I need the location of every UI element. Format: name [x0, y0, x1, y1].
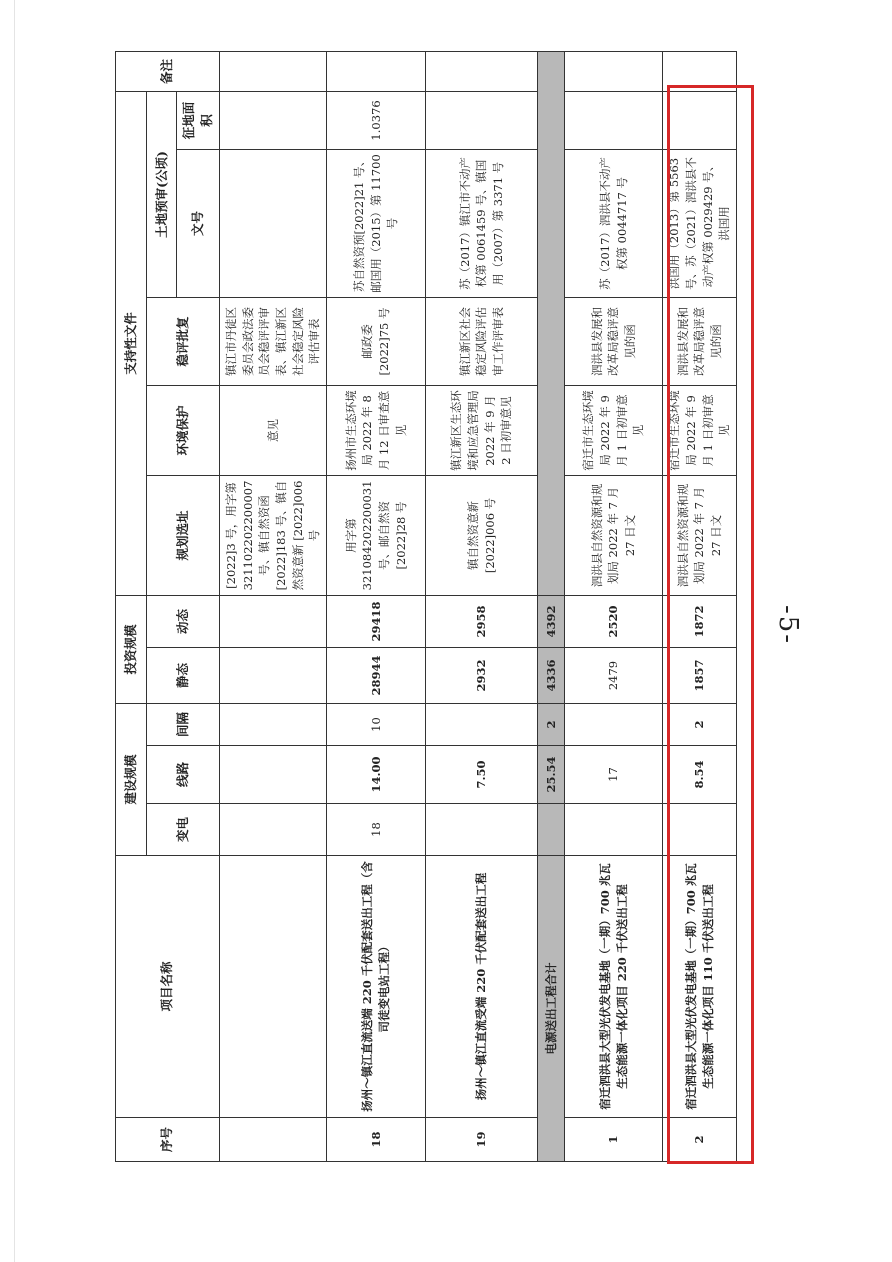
header-bay: 间隔	[146, 704, 219, 746]
cell-substation	[565, 804, 663, 856]
cell-static: 2479	[565, 648, 663, 704]
cell-dynamic: 29418	[327, 595, 425, 647]
table-row	[425, 51, 538, 1161]
cell-planning: 泗洪县自然资源和规划局 2022 年 7 月 27 日文	[663, 475, 737, 595]
cell-name	[219, 856, 327, 1118]
cell-land-doc	[219, 149, 327, 297]
cell-bay	[425, 704, 538, 746]
cell-seq	[219, 1118, 327, 1162]
cell-remarks	[327, 51, 425, 91]
header-doc-no: 文号	[177, 149, 219, 297]
subtotal-line: 25.54	[538, 746, 565, 804]
cell-land-area	[219, 91, 327, 149]
cell-env: 扬州市生态环境局 2022 年 8 月 12 日审查意见	[327, 385, 425, 475]
page-number: -5-	[773, 604, 804, 646]
cell-stability: 镇江市丹徒区委员会政法委员会稳评评审表、镇江新区社会稳定风险评估审表	[219, 297, 327, 385]
cell-dynamic	[219, 595, 327, 647]
cell-remarks	[565, 51, 663, 91]
cell-bay: 2	[663, 704, 737, 746]
cell-bay: 10	[327, 704, 425, 746]
cell-bay	[219, 704, 327, 746]
subtotal-row	[538, 51, 565, 1161]
cell-env: 宿迁市生态环境局 2022 年 9 月 1 日初审意见	[565, 385, 663, 475]
subtotal-blank	[538, 51, 565, 595]
subtotal-substation	[538, 804, 565, 856]
header-remarks: 备注	[116, 51, 220, 91]
cell-static: 28944	[327, 648, 425, 704]
cell-name: 宿迁泗洪县大型光伏发电基地（一期）700 兆瓦生态能源一体化项目 110 千伏送出工程	[663, 856, 737, 1118]
cell-seq: 19	[425, 1118, 538, 1162]
cell-stability: 泗洪县发展和改革局稳评意见的函	[565, 297, 663, 385]
header-planning-site: 规划选址	[146, 475, 219, 595]
cell-line: 14.00	[327, 746, 425, 804]
cell-remarks	[425, 51, 538, 91]
table-row	[219, 51, 327, 1161]
scan-edge	[14, 0, 15, 1262]
cell-planning: 镇自然资意新 [2022]006 号	[425, 475, 538, 595]
header-env-protection: 环境保护	[146, 385, 219, 475]
cell-substation: 18	[327, 804, 425, 856]
cell-dynamic: 2520	[565, 595, 663, 647]
cell-remarks	[219, 51, 327, 91]
cell-name: 宿迁泗洪县大型光伏发电基地（一期）700 兆瓦生态能源一体化项目 220 千伏送出工程	[565, 856, 663, 1118]
header-construction-scale: 建设规模	[116, 704, 147, 856]
header-project-name: 项目名称	[116, 856, 220, 1118]
cell-land-area: 1.0376	[327, 91, 425, 149]
rotated-table-wrapper	[115, 58, 737, 1162]
header-land-prereview: 土地预审(公顷)	[146, 91, 177, 297]
highlight-box	[667, 85, 754, 1164]
cell-dynamic: 2958	[425, 595, 538, 647]
cell-substation	[425, 804, 538, 856]
header-support-docs: 支持性文件	[116, 91, 147, 595]
cell-stability: 邮政委 [2022]75 号	[327, 297, 425, 385]
table-row	[565, 51, 663, 1161]
cell-land-doc: 洪国用（2013）第 5563 号、苏（2021）泗洪县不动产权第 0029429 号、洪国用	[663, 149, 737, 297]
header-land-area: 征地面积	[177, 91, 219, 149]
cell-name: 扬州～镇江直流受端 220 千伏配套送出工程	[425, 856, 538, 1118]
cell-bay	[565, 704, 663, 746]
cell-env: 意见	[219, 385, 327, 475]
cell-planning: 泗洪县自然资源和规划局 2022 年 7 月 27 日文	[565, 475, 663, 595]
subtotal-dynamic: 4392	[538, 595, 565, 647]
cell-seq: 18	[327, 1118, 425, 1162]
project-table	[115, 51, 737, 1162]
header-substation: 变电	[146, 804, 219, 856]
header-row-1	[116, 51, 147, 1161]
header-stability-review: 稳评批复	[146, 297, 219, 385]
header-static: 静态	[146, 648, 219, 704]
cell-env: 镇江新区生态环境和应急管理局 2022 年 9 月 2 日初审意见	[425, 385, 538, 475]
cell-static: 1857	[663, 648, 737, 704]
subtotal-static: 4336	[538, 648, 565, 704]
cell-stability: 镇江新区社会稳定风险评估审工作评审表	[425, 297, 538, 385]
cell-substation	[219, 804, 327, 856]
cell-land-doc: 苏（2017）镇江市不动产权第 0061459 号、镇国用（2007）第 3371 号	[425, 149, 538, 297]
cell-land-area	[565, 91, 663, 149]
cell-line: 8.54	[663, 746, 737, 804]
cell-planning: 用字第 321084202200031 号、邮自然资 [2022]28 号	[327, 475, 425, 595]
cell-land-doc: 苏自然资预[2022]21 号、邮国用（2015）第 11700 号	[327, 149, 425, 297]
cell-env: 宿迁市生态环境局 2022 年 9 月 1 日初审意见	[663, 385, 737, 475]
cell-static	[219, 648, 327, 704]
header-line: 线路	[146, 746, 219, 804]
cell-land-doc: 苏（2017）泗洪县不动产权第 0044717 号	[565, 149, 663, 297]
subtotal-bay: 2	[538, 704, 565, 746]
cell-line	[219, 746, 327, 804]
cell-static: 2932	[425, 648, 538, 704]
header-seq: 序号	[116, 1118, 220, 1162]
cell-land-area	[425, 91, 538, 149]
cell-seq: 2	[663, 1118, 737, 1162]
header-dynamic: 动态	[146, 595, 219, 647]
subtotal-label: 电源送出工程合计	[538, 856, 565, 1162]
cell-name: 扬州～镇江直流送端 220 千伏配套送出工程（含司徒变电站工程）	[327, 856, 425, 1118]
cell-dynamic: 1872	[663, 595, 737, 647]
header-investment-scale: 投资规模	[116, 595, 147, 703]
cell-planning: [2022]3 号，用字第 321102202200007 号、镇自然资函 [2022]183 号、镇自然资意新 [2022]006 号	[219, 475, 327, 595]
cell-line: 7.50	[425, 746, 538, 804]
table-row	[327, 51, 425, 1161]
cell-line: 17	[565, 746, 663, 804]
cell-seq: 1	[565, 1118, 663, 1162]
cell-stability: 泗洪县发展和改革局稳评意见的函	[663, 297, 737, 385]
